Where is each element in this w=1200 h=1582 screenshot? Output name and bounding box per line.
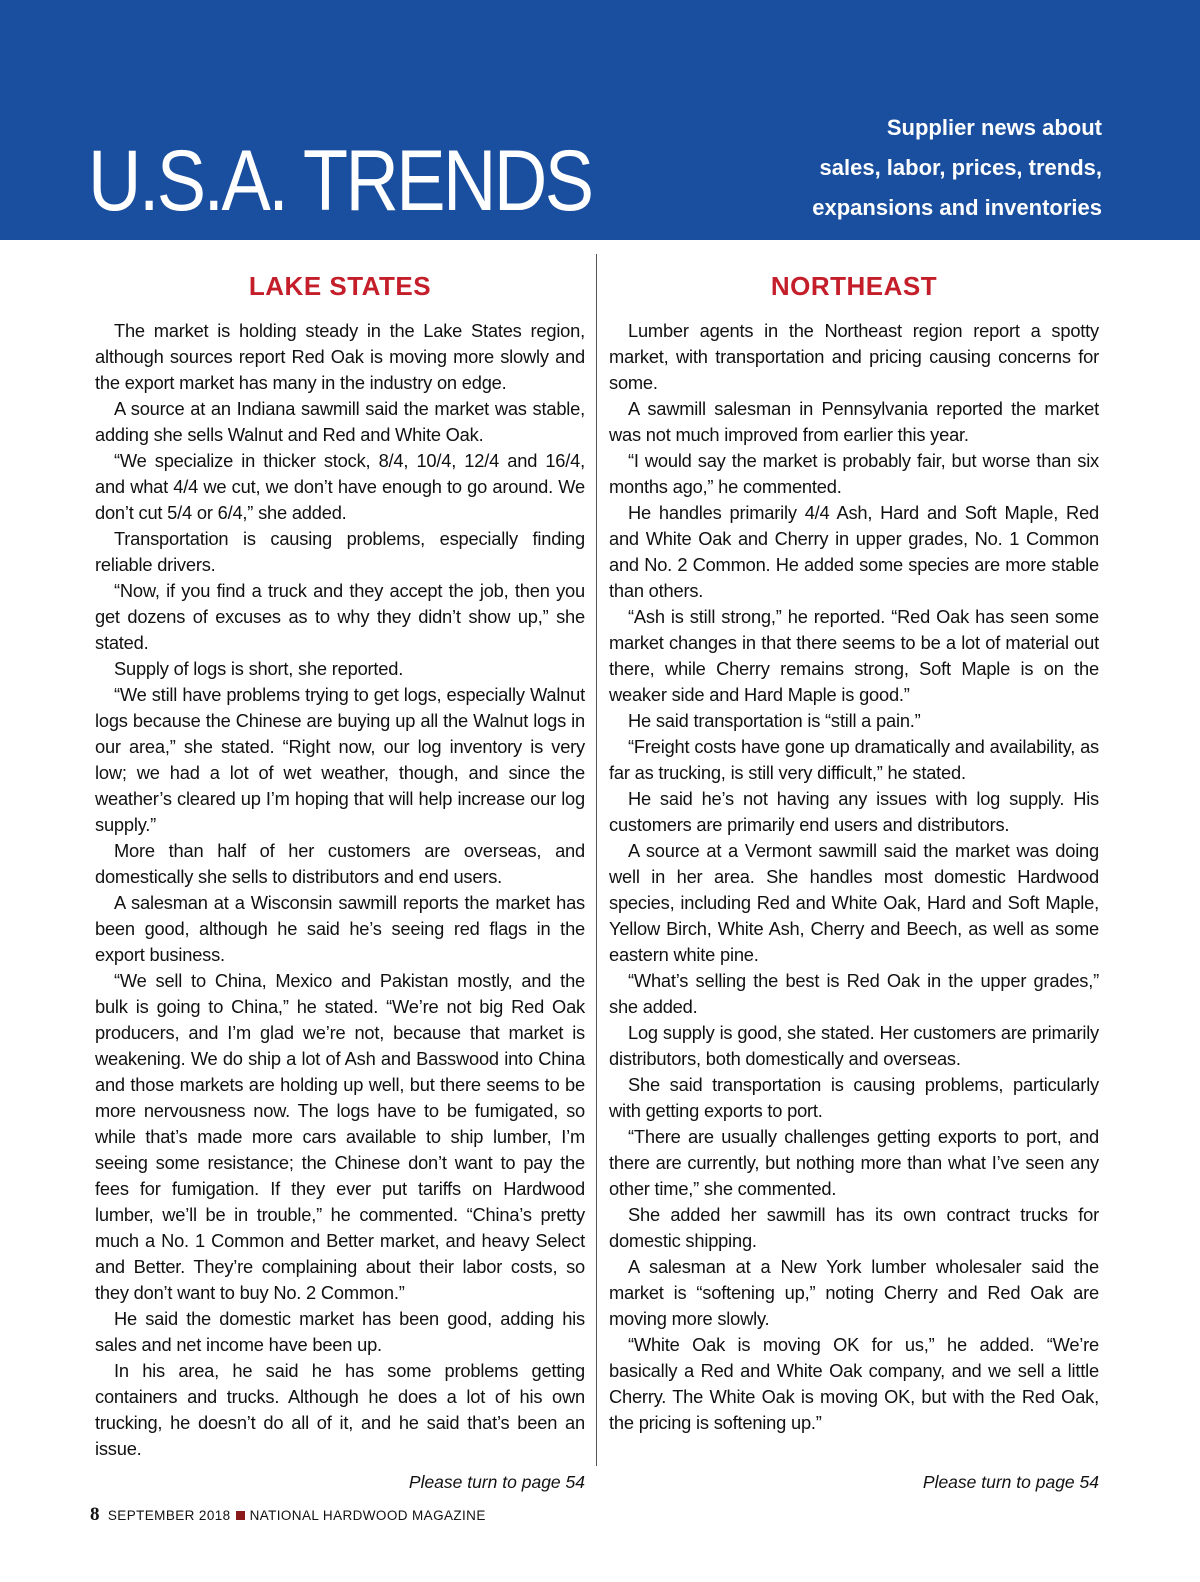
paragraph: He handles primarily 4/4 Ash, Hard and Soft Maple, Red and White Oak and Cherry in upper grades, No. 1 Common and No. 2 Common. He added some species are more stable than others. [609, 502, 1099, 601]
issue-date: SEPTEMBER 2018 [107, 1507, 231, 1523]
continued-link[interactable]: Please turn to page 54 [408, 1472, 585, 1492]
paragraph: Supply of logs is short, she reported. [114, 658, 404, 679]
paragraph: A source at a Vermont sawmill said the market was doing well in her area. She handles most domestic Hardwood species, including Red and White Oak, Hard and Soft Maple, Yellow Birch, White Ash, Cherry and Beech, as well as some eastern white pine. [609, 840, 1099, 965]
separator-square-icon [236, 1511, 245, 1520]
northeast-column [609, 268, 1099, 1436]
paragraph: A salesman at a New York lumber wholesaler said the market is “softening up,” noting Cherry and Red Oak are moving more slowly. [609, 1256, 1099, 1329]
section-heading: LAKE STATES [248, 271, 432, 301]
paragraph: She added her sawmill has its own contract trucks for domestic shipping. [609, 1204, 1099, 1251]
paragraph: “We specialize in thicker stock, 8/4, 10/4, 12/4 and 16/4, and what 4/4 we cut, we don’t have enough to go around. We don’t cut 5/4 or 6/4,” she added. [95, 450, 585, 523]
paragraph: He said the domestic market has been good, adding his sales and net income have been up. [95, 1308, 585, 1355]
tagline-line: sales, labor, prices, trends, [819, 155, 1102, 180]
column-divider [596, 254, 597, 1466]
article-body [609, 318, 1099, 1436]
paragraph: “We sell to China, Mexico and Pakistan mostly, and the bulk is going to China,” he stated. “We’re not big Red Oak producers, and I’m glad we’re not, because that market is weakening. We do ship a lot of Ash and Basswood into China and those markets are holding up well, but there seems to be more nervousness now. The logs have to be fumigated, so while that’s made more cars available to ship lumber, I’m seeing some resistance; the Chinese don’t want to pay the fees for fumigation. If they ever put tariffs on Hardwood lumber, we’ll be in trouble,” he commented. “China’s pretty much a No. 1 Common and Better market, and heavy Select and Better. They’re complaining about their labor costs, so they don’t want to buy No. 2 Common.” [95, 970, 585, 1303]
paragraph: “Ash is still strong,” he reported. “Red Oak has seen some market changes in that there seems to be a lot of material out there, while Cherry remains strong, Soft Maple is on the weaker side and Hard Maple is good.” [609, 606, 1099, 705]
paragraph: “There are usually challenges getting exports to port, and there are currently, but nothing more than what I’ve seen any other time,” she commented. [609, 1126, 1099, 1199]
paragraph: A sawmill salesman in Pennsylvania reported the market was not much improved from earlier this year. [609, 398, 1099, 445]
paragraph: She said transportation is causing problems, particularly with getting exports to port. [609, 1074, 1099, 1121]
page-number: 8 [90, 1504, 100, 1525]
tagline [812, 108, 1102, 228]
lake-states-column [95, 268, 585, 1462]
paragraph: The market is holding steady in the Lake States region, although sources report Red Oak is moving more slowly and the export market has many in the industry on edge. [95, 320, 585, 393]
magazine-name: NATIONAL HARDWOOD MAGAZINE [249, 1507, 486, 1523]
paragraph: He said transportation is “still a pain.” [628, 710, 921, 731]
paragraph: “White Oak is moving OK for us,” he added. “We’re basically a Red and White Oak company, and we sell a little Cherry. The White Oak is moving OK, but with the Red Oak, the pricing is softening up.” [609, 1334, 1099, 1433]
paragraph: “What’s selling the best is Red Oak in the upper grades,” she added. [609, 970, 1099, 1017]
paragraph: Lumber agents in the Northeast region report a spotty market, with transportation and pricing causing concerns for some. [609, 320, 1099, 393]
header-banner [0, 0, 1200, 240]
paragraph: “We still have problems trying to get logs, especially Walnut logs because the Chinese are buying up all the Walnut logs in our area,” she stated. “Right now, our log inventory is very low; we had a lot of wet weather, though, and since the weather’s cleared up I’m hoping that will help increase our log supply.” [95, 684, 585, 835]
page-title: U.S.A. TRENDS [88, 133, 592, 229]
continued-link[interactable]: Please turn to page 54 [922, 1472, 1099, 1492]
paragraph: “Freight costs have gone up dramatically and availability, as far as trucking, is still very difficult,” he stated. [609, 736, 1099, 783]
paragraph: “Now, if you find a truck and they accept the job, then you get dozens of excuses as to why they didn’t show up,” she stated. [95, 580, 585, 653]
paragraph: Transportation is causing problems, especially finding reliable drivers. [95, 528, 585, 575]
tagline-line: Supplier news about [886, 115, 1102, 140]
paragraph: In his area, he said he has some problems getting containers and trucks. Although he does a lot of his own trucking, he doesn’t do all of it, and he said that’s been an issue. [95, 1360, 585, 1459]
paragraph: More than half of her customers are overseas, and domestically she sells to distributors and end users. [95, 840, 585, 887]
paragraph: He said he’s not having any issues with log supply. His customers are primarily end users and distributors. [609, 788, 1099, 835]
paragraph: Log supply is good, she stated. Her customers are primarily distributors, both domestically and overseas. [609, 1022, 1099, 1069]
tagline-line: expansions and inventories [812, 195, 1102, 220]
section-heading: NORTHEAST [770, 271, 938, 301]
page-footer [90, 1504, 486, 1526]
paragraph: A source at an Indiana sawmill said the market was stable, adding she sells Walnut and Red and White Oak. [95, 398, 585, 445]
paragraph: “I would say the market is probably fair, but worse than six months ago,” he commented. [609, 450, 1099, 497]
paragraph: A salesman at a Wisconsin sawmill reports the market has been good, although he said he’s seeing red flags in the export business. [95, 892, 585, 965]
article-body [95, 318, 585, 1462]
